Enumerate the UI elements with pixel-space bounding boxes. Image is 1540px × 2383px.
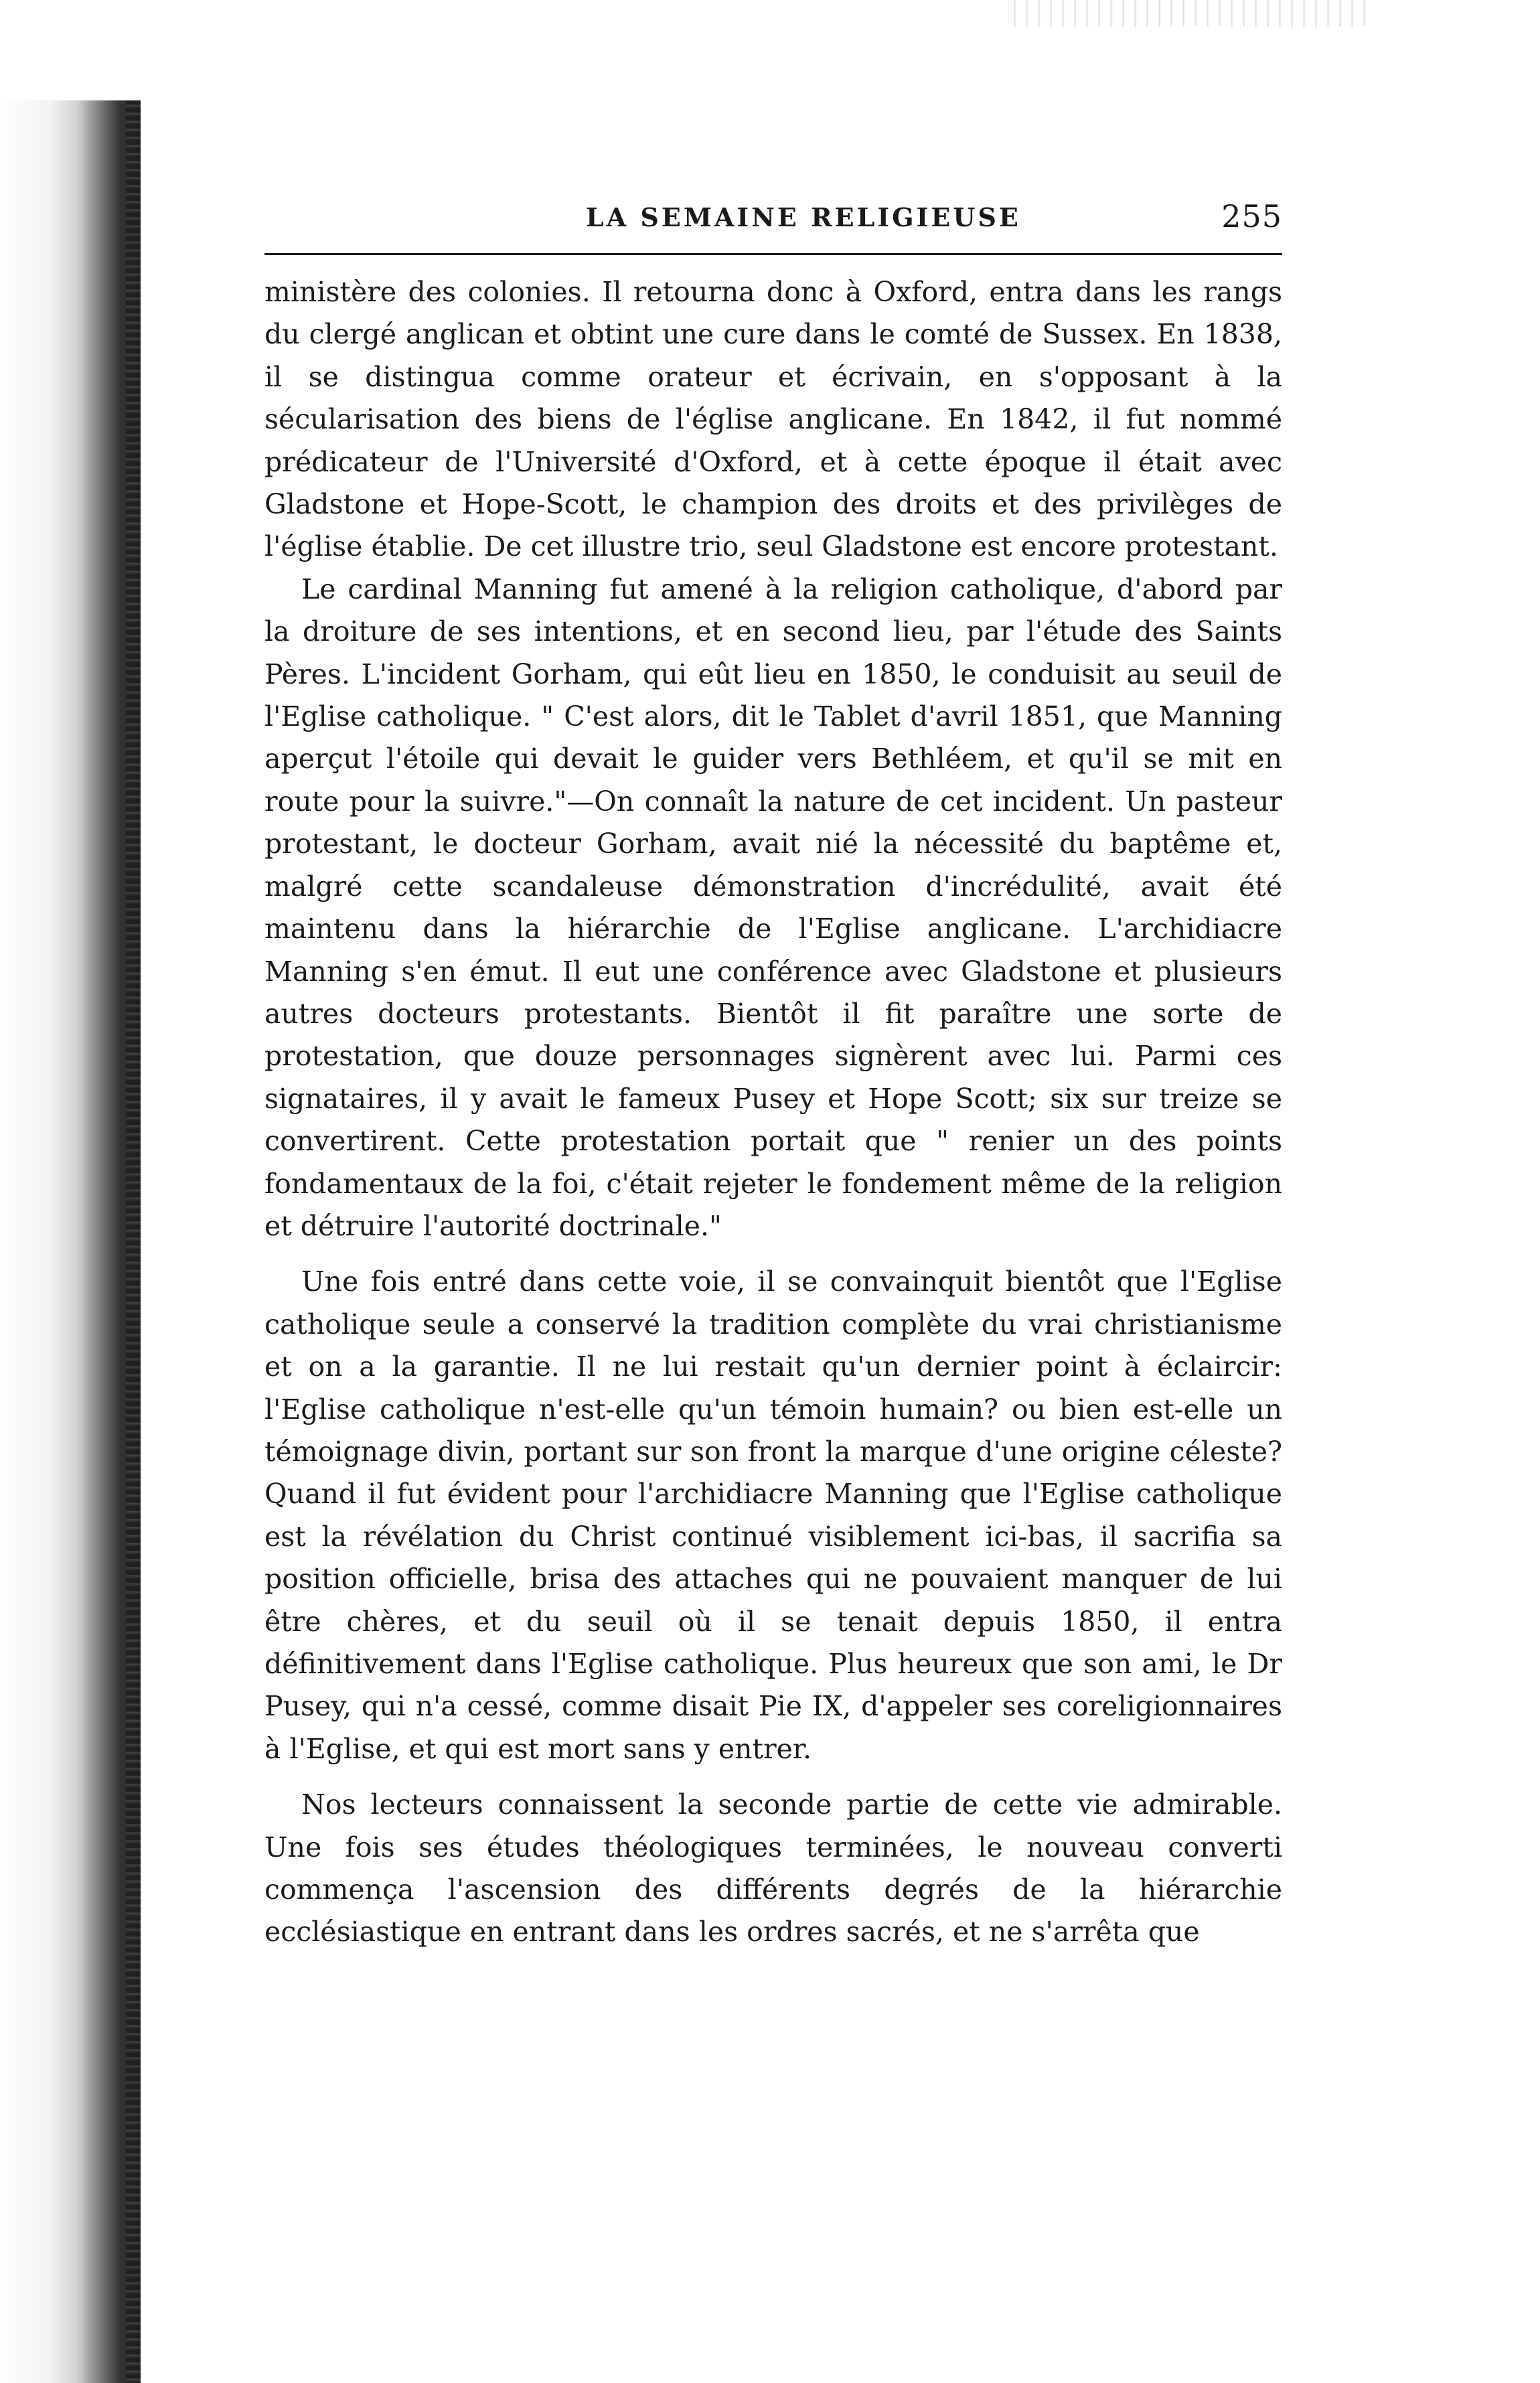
paragraph: ministère des colonies. Il retourna donc à Oxford, entra dans les rangs du clergé anglican et obtint une cure dans le comté de Sussex. En 1838, il se distingua comme orateur et écrivain, en s'opposant à la sécularisation des biens de l'église anglicane. En 1842, il fut nommé prédicateur de l'Université d'Oxford, et à cette époque il était avec Gladstone et Hope-Scott, le champion des droits et des privilèges de l'église établie. De cet illustre trio, seul Gladstone est encore protestant. [264,276,1282,563]
paragraph: Le cardinal Manning fut amené à la religion catholique, d'abord par la droiture de ses intentions, et en second lieu, par l'étude des Saints Pères. L'incident Gorham, qui eût lieu en 1850, le conduisit au seuil de l'Eglise catholique. " C'est alors, dit le Tablet d'avril 1851, que Manning aperçut l'étoile qui devait le guider vers Bethléem, et qu'il se mit en route pour la suivre."—On connaît la nature de cet incident. Un pasteur protestant, le docteur Gorham, avait nié la nécessité du baptême et, malgré cette scandaleuse démonstration d'incrédulité, avait été maintenu dans la hiérarchie de l'Eglise anglicane. L'archidiacre Manning s'en émut. Il eut une conférence avec Gladstone et plusieurs autres docteurs protestants. Bientôt il fit paraître une sorte de protestation, que douze personnages signèrent avec lui. Parmi ces signataires, il y avait le fameux Pusey et Hope Scott; six sur treize se convertirent. Cette protestation portait que " renier un des points fondamentaux de la foi, c'était rejeter le fondement même de la religion et détruire l'autorité doctrinale." [264,572,1282,1242]
running-title: LA SEMAINE RELIGIEUSE [586,202,1021,232]
page-number: 255 [1221,198,1282,234]
scan-noise [1004,0,1366,27]
scan-binding-edge [0,100,141,2383]
header-rule [264,253,1282,255]
body-text [264,271,1282,1954]
paragraph: Nos lecteurs connaissent la seconde partie de cette vie admirable. Une fois ses études théologiques terminées, le nouveau converti commença l'ascension des différents degrés de la hiérarchie ecclésiastique en entrant dans les ordres sacrés, et ne s'arrêta que [264,1788,1282,1948]
book-page [264,194,1282,1954]
paragraph: Une fois entré dans cette voie, il se convainquit bientôt que l'Eglise catholique seule a conservé la tradition complète du vrai christianisme et on a la garantie. Il ne lui restait qu'un dernier point à éclaircir: l'Eglise catholique n'est-elle qu'un témoin humain? ou bien est-elle un témoignage divin, portant sur son front la marque d'une origine céleste? Quand il fut évident pour l'archidiacre Manning que l'Eglise catholique est la révélation du Christ continué visiblement ici-bas, il sacrifia sa position officielle, brisa des attaches qui ne pouvaient manquer de lui être chères, et du seuil où il se tenait depuis 1850, il entra définitivement dans l'Eglise catholique. Plus heureux que son ami, le Dr Pusey, qui n'a cessé, comme disait Pie IX, d'appeler ses coreligionnaires à l'Eglise, et qui est mort sans y entrer. [264,1265,1282,1765]
running-header [264,194,1282,241]
